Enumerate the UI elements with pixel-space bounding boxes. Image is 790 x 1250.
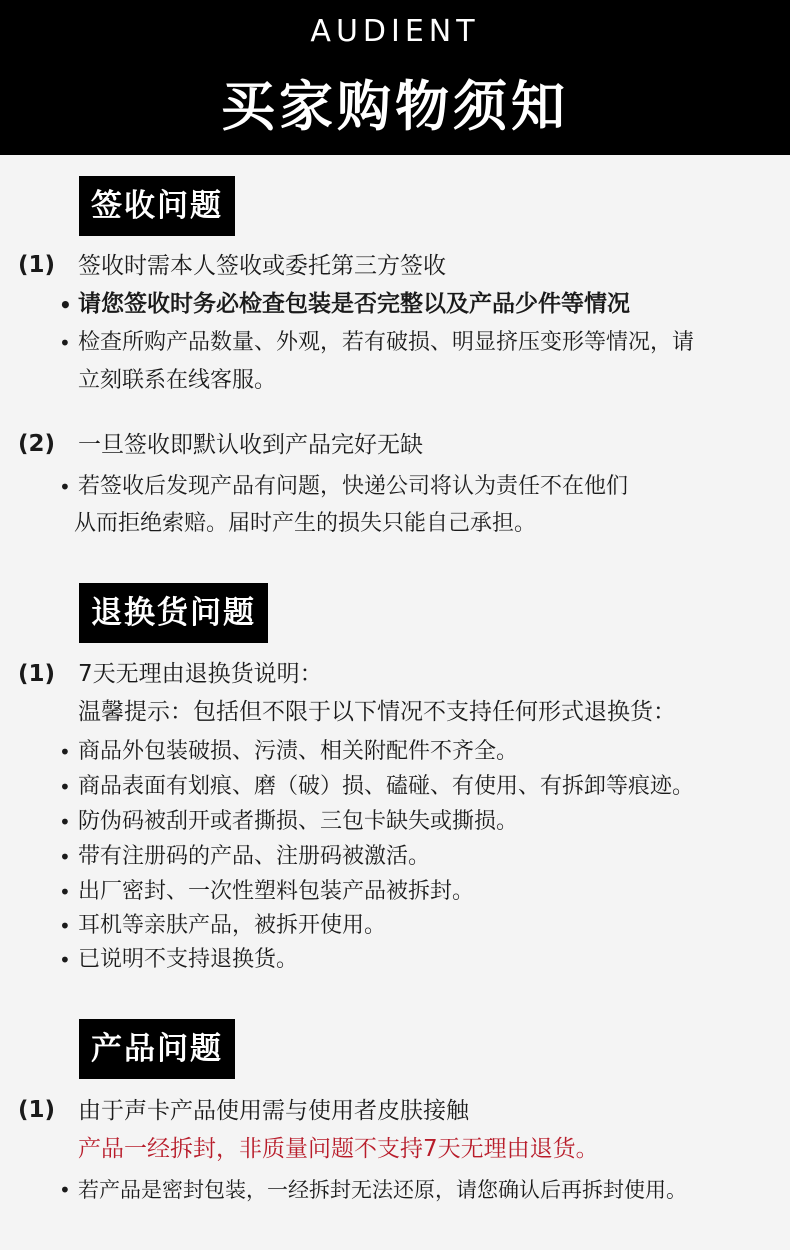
bullet-dot: •: [59, 331, 71, 355]
bullet-dot: •: [59, 740, 71, 764]
bullet-text: 防伪码被刮开或者撕损、三包卡缺失或撕损。: [78, 809, 519, 834]
bullet-dot: •: [59, 293, 72, 317]
bullet-dot: •: [59, 775, 71, 799]
item-number: (2): [18, 431, 56, 457]
bullet-text: 出厂密封、一次性塑料包装产品被拆封。: [78, 879, 475, 904]
bullet-dot: •: [59, 475, 71, 499]
item-subheading: 温馨提示：包括但不限于以下情况不支持任何形式退换货：: [78, 699, 676, 725]
highlight-warning: 产品一经拆封，非质量问题不支持7天无理由退货。: [78, 1136, 599, 1162]
page-title: 买家购物须知: [221, 75, 569, 138]
brand-name: AUDIENT: [310, 14, 480, 49]
section-label-signing: 签收问题: [79, 176, 235, 236]
bullet-dot: •: [59, 948, 71, 972]
item-heading: 签收时需本人签收或委托第三方签收: [78, 253, 446, 279]
bullet-text: 带有注册码的产品、注册码被激活。: [78, 844, 431, 869]
bullet-text-continued: 从而拒绝索赔。届时产生的损失只能自己承担。: [74, 511, 537, 536]
bullet-text: 商品外包装破损、污渍、相关附配件不齐全。: [78, 739, 519, 764]
bullet-text: 若签收后发现产品有问题，快递公司将认为责任不在他们: [78, 474, 629, 499]
item-heading: 7天无理由退换货说明：: [78, 661, 323, 687]
bullet-text: 已说明不支持退换货。: [78, 947, 299, 972]
section-label-product: 产品问题: [79, 1019, 235, 1079]
bullet-text: 请您签收时务必检查包装是否完整以及产品少件等情况: [78, 291, 630, 317]
bullet-text-continued: 立刻联系在线客服。: [78, 368, 277, 393]
bullet-dot: •: [59, 1178, 71, 1202]
item-heading: 一旦签收即默认收到产品完好无缺: [78, 432, 423, 458]
bullet-dot: •: [59, 880, 71, 904]
section-label-returns: 退换货问题: [79, 583, 268, 643]
item-number: (1): [18, 1097, 56, 1123]
item-heading: 由于声卡产品使用需与使用者皮肤接触: [78, 1098, 469, 1124]
bullet-dot: •: [59, 914, 71, 938]
item-number: (1): [18, 252, 56, 278]
item-number: (1): [18, 661, 56, 687]
bullet-text: 若产品是密封包装，一经拆封无法还原，请您确认后再拆封使用。: [78, 1178, 687, 1202]
bullet-text: 耳机等亲肤产品，被拆开使用。: [78, 913, 387, 938]
bullet-text: 检查所购产品数量、外观，若有破损、明显挤压变形等情况，请: [78, 330, 695, 355]
bullet-dot: •: [59, 810, 71, 834]
header-banner: [0, 0, 790, 155]
bullet-text: 商品表面有划痕、磨（破）损、磕碰、有使用、有拆卸等痕迹。: [78, 774, 695, 799]
bullet-dot: •: [59, 845, 71, 869]
